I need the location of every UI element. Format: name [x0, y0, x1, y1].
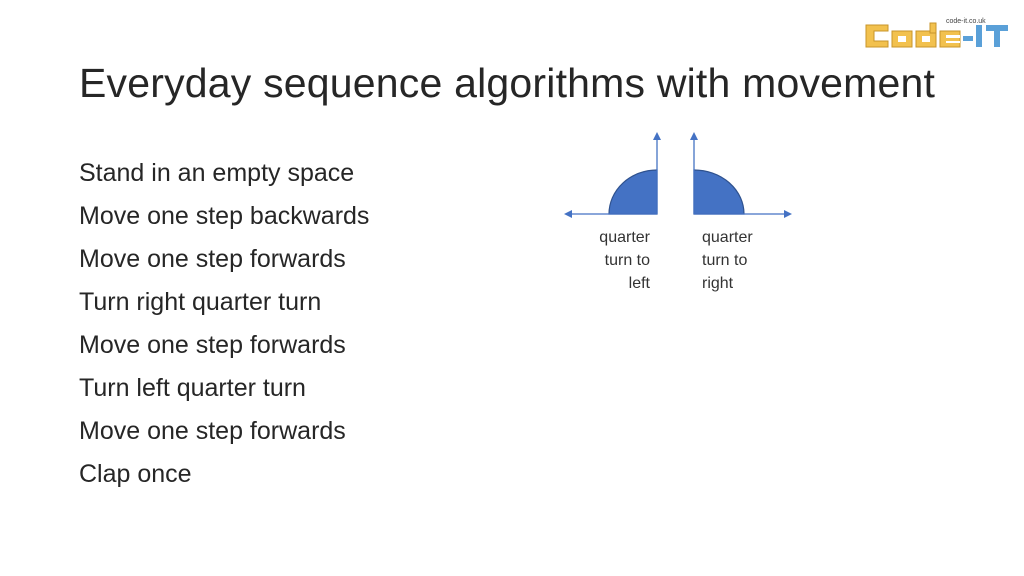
- left-turn-label: quarter turn to left: [599, 229, 650, 292]
- step-item: Move one step forwards: [79, 331, 346, 359]
- slide-title: Everyday sequence algorithms with movement: [79, 60, 936, 106]
- step-item: Turn right quarter turn: [79, 288, 322, 316]
- code-it-logo-graphic: [862, 15, 1012, 51]
- step-item: Turn left quarter turn: [79, 374, 306, 402]
- right-quarter-turn-shape: [694, 170, 744, 214]
- right-turn-label: quarter turn to right: [702, 229, 753, 292]
- logo-url-text: code-it.co.uk: [946, 18, 986, 25]
- step-item: Stand in an empty space: [79, 159, 355, 187]
- code-it-logo: [862, 15, 1012, 51]
- left-quarter-turn-shape: [609, 170, 657, 214]
- quarter-turn-diagram: [560, 128, 800, 228]
- step-item: Move one step backwards: [79, 202, 370, 230]
- step-item: Move one step forwards: [79, 245, 346, 273]
- sequence-steps-list: [79, 152, 369, 496]
- step-item: Clap once: [79, 460, 192, 488]
- step-item: Move one step forwards: [79, 417, 346, 445]
